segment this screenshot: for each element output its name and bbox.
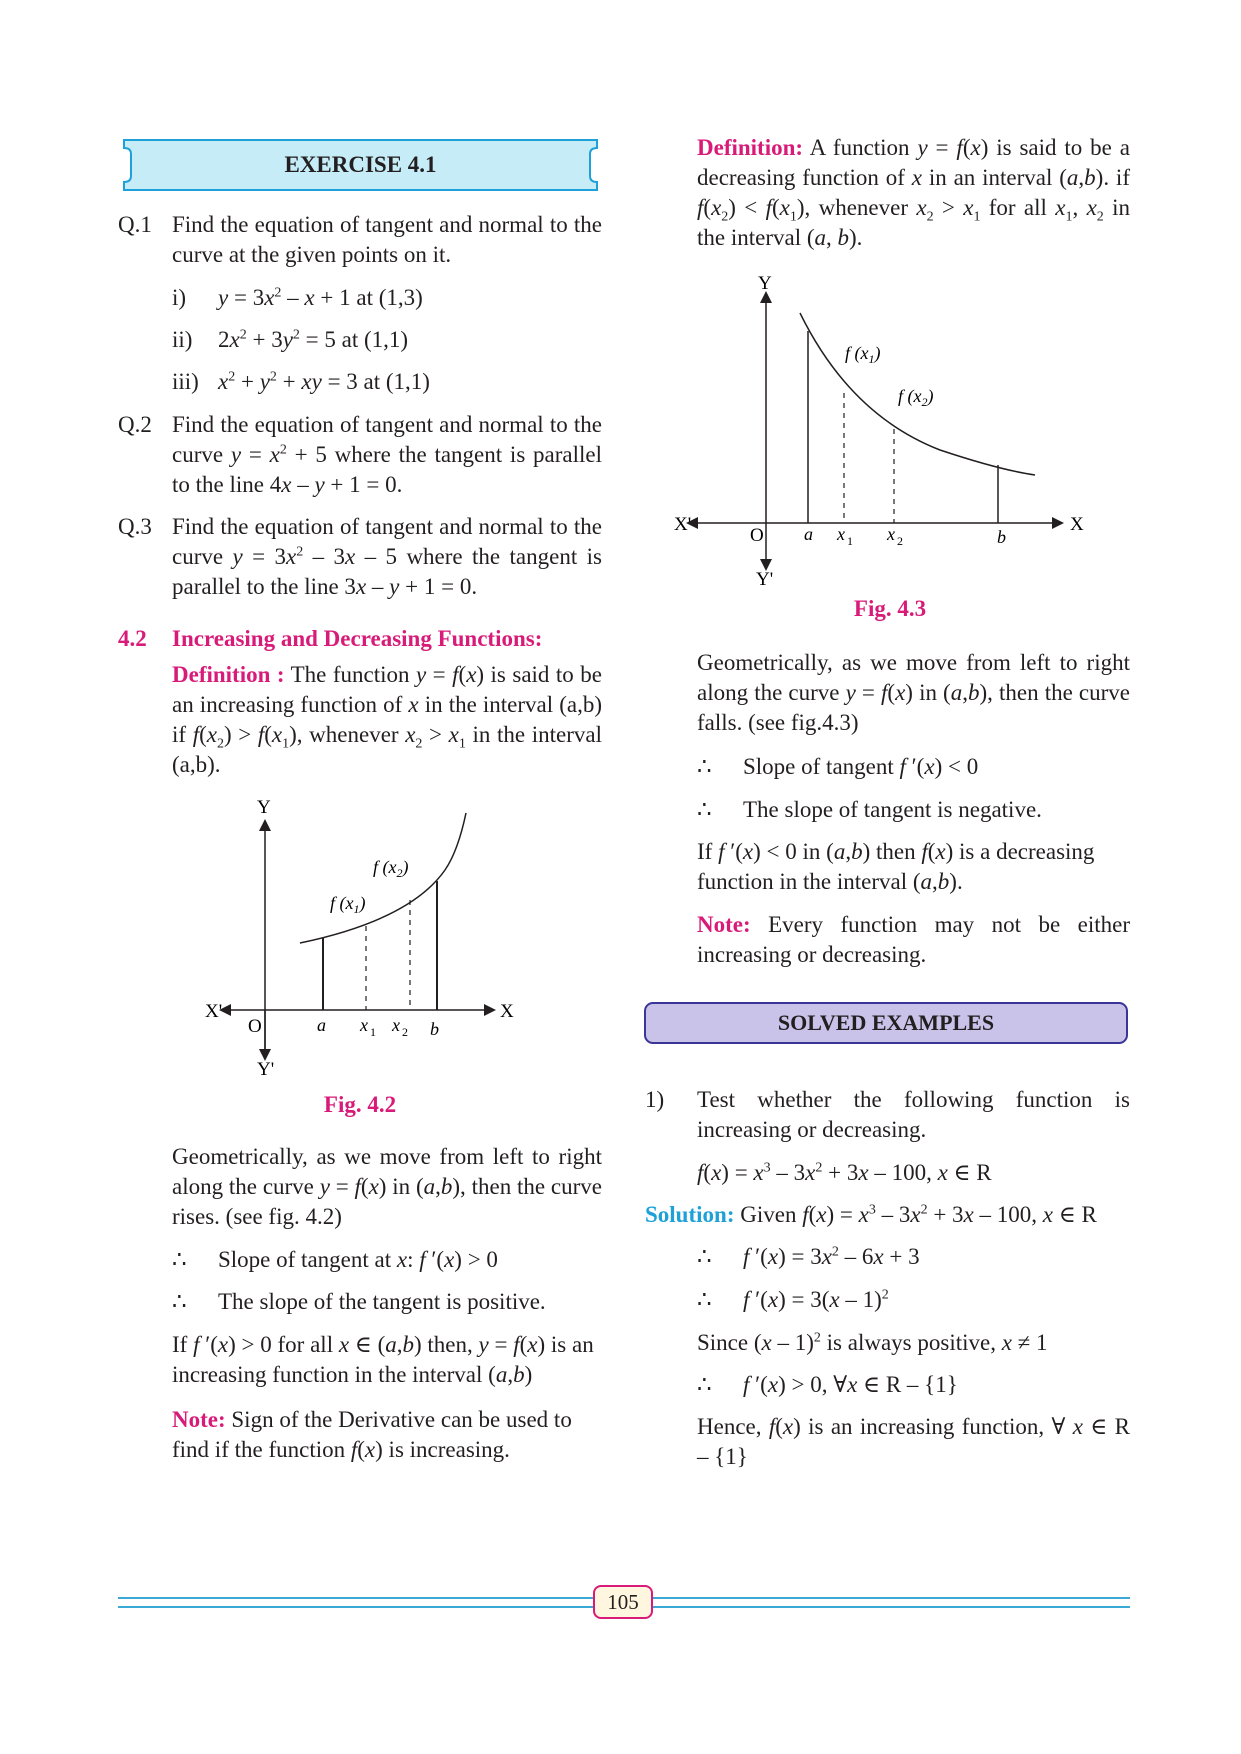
derivative-step-3: ∴ f ′(x) > 0, ∀x ∈ R – {1} <box>697 1370 958 1400</box>
footer-rule-left-bottom <box>118 1606 593 1608</box>
figure-4-3-caption: Fig. 4.3 <box>853 596 927 621</box>
note-right: Note: Every function may not be either increasing or decreasing. <box>697 912 1131 967</box>
example-function: $f(x) = x^3 - 3x^2 + 3x - 100$, x ∈ R <box>697 1160 992 1185</box>
f-x2-label: f $(x_2)$ <box>373 857 409 880</box>
x2-label: x <box>392 1015 400 1035</box>
svg-text:1: 1 <box>847 534 853 548</box>
footer-rule-right-top <box>653 1597 1130 1599</box>
therefore-icon: ∴ <box>697 1244 712 1269</box>
question-number: Q.2 <box>118 412 152 437</box>
therefore-icon: ∴ <box>172 1247 187 1272</box>
f-x1-label: f $(x_1)$ <box>330 893 366 916</box>
section-number: 4.2 <box>118 626 147 651</box>
therefore-icon: ∴ <box>697 754 712 779</box>
y-label: Y <box>758 273 772 294</box>
decreasing-condition: If f ′(x) < 0 in (a,b) then f(x) is a decreasing function in the interval (a,b). <box>697 839 1095 894</box>
definition-label: Definition : <box>172 662 285 687</box>
slope-tangent-positive: ∴ Slope of tangent at x: f ′(x) > 0 <box>172 1245 498 1275</box>
example-text: Test whether the following function is increasing or decreasing. <box>697 1087 1130 1142</box>
derivative-step-2: ∴ f ′(x) = 3(x – 1)$^2$ <box>697 1285 889 1315</box>
example-number: 1) <box>645 1087 665 1112</box>
svg-text:1: 1 <box>370 1025 376 1039</box>
section-title: Increasing and Decreasing Functions: <box>172 626 543 651</box>
figure-4-2-caption: Fig. 4.2 <box>323 1092 397 1117</box>
derivative-step-1: ∴ f $'(x) = 3x^2 - 6x + 3$ <box>697 1242 920 1272</box>
definition-increasing: Definition : The function y = f(x) is said to be an increasing function of x in the interval (a,b) if $f(x_2) > f(x_1)$, whenever $x_2 > x_1$ in the interval (a,b). <box>172 662 603 777</box>
svg-text:2: 2 <box>897 534 903 548</box>
x-label: X <box>1070 514 1084 535</box>
increasing-curve <box>300 813 466 943</box>
therefore-icon: ∴ <box>697 1287 712 1312</box>
definition-decreasing: Definition: A function y = f(x) is said to be a decreasing function of x in an interval (a,b). if $f(x_2) < f(x_1)$, whenever $x_2 > x_1$ for all $x_1$, $x_2$ in the interval (a, b). <box>697 135 1131 250</box>
question-text: Find the equation of tangent and normal to the curve $y = 3x^2 - 3x - 5$ where the tangent is parallel to the line 3x – y + 1 = 0. <box>172 514 602 599</box>
slope-negative-statement: ∴ The slope of tangent is negative. <box>697 795 1042 825</box>
x2-label: x <box>887 524 895 544</box>
solution-label: Solution: <box>645 1202 735 1227</box>
geometric-decreasing: Geometrically, as we move from left to right along the curve y = f(x) in (a,b), then the curve falls. (see fig.4.3) <box>697 650 1130 735</box>
question-text: Find the equation of tangent and normal to the curve at the given points on it. <box>172 212 602 267</box>
question-2 <box>118 410 602 500</box>
therefore-icon: ∴ <box>697 797 712 822</box>
question-3 <box>118 512 602 602</box>
question-1-part-i: i) $y = 3x^2 - x + 1$ at (1,3) <box>172 283 423 313</box>
exercise-banner <box>118 140 603 190</box>
a-label: a <box>317 1015 326 1035</box>
slope-tangent-negative: ∴ Slope of tangent f ′(x) < 0 <box>697 752 978 782</box>
geometric-increasing: Geometrically, as we move from left to right along the curve y = f(x) in (a,b), then the curve rises. (see fig. 4.2) <box>172 1144 602 1229</box>
x-prime-label: X' <box>674 514 692 535</box>
part-label: iii) <box>172 369 199 394</box>
figure-4-2 <box>190 795 530 1085</box>
x-label: X <box>500 1001 514 1022</box>
x-prime-label: X' <box>205 1001 223 1022</box>
conclusion: Hence, f(x) is an increasing function, ∀ x ∈ R – {1} <box>697 1414 1130 1469</box>
y-prime-label: Y' <box>257 1059 275 1080</box>
page-number: 105 <box>593 1585 653 1619</box>
note-label: Note: <box>697 912 751 937</box>
question-number: Q.3 <box>118 514 152 539</box>
y-label: Y <box>257 797 271 818</box>
exercise-title: EXERCISE 4.1 <box>284 152 437 177</box>
solution-line: Solution: Given $f(x) = x^3 - 3x^2 + 3x - 100$, x ∈ R <box>645 1202 1097 1227</box>
positivity-statement: Since (x – 1)$^2$ is always positive, x ≠ 1 <box>697 1330 1048 1355</box>
x1-label: x <box>360 1015 368 1035</box>
question-text: Find the equation of tangent and normal to the curve $y = x^2 + 5$ where the tangent is parallel to the line 4x – y + 1 = 0. <box>172 412 603 497</box>
figure-4-3 <box>674 273 1100 595</box>
svg-text:2: 2 <box>402 1025 408 1039</box>
a-label: a <box>804 524 813 544</box>
f-x1-label: f $(x_1)$ <box>845 343 881 366</box>
b-label: b <box>430 1019 439 1039</box>
therefore-icon: ∴ <box>697 1372 712 1397</box>
origin-label: O <box>750 525 764 546</box>
question-1-part-ii: ii) $2x^2 + 3y^2 = 5$ at (1,1) <box>172 325 408 355</box>
solved-examples-banner: SOLVED EXAMPLES <box>644 1002 1128 1044</box>
b-label: b <box>997 527 1006 547</box>
f-x2-label: f $(x_2)$ <box>898 386 934 409</box>
definition-label: Definition: <box>697 135 804 160</box>
y-prime-label: Y' <box>756 569 774 590</box>
question-number: Q.1 <box>118 212 152 237</box>
question-1 <box>118 210 602 270</box>
part-label: i) <box>172 285 187 310</box>
question-1-part-iii: iii) $x^2 + y^2$ + xy = 3 at (1,1) <box>172 367 430 397</box>
origin-label: O <box>248 1016 262 1037</box>
footer-rule-right-bottom <box>653 1606 1130 1608</box>
note-label: Note: <box>172 1407 226 1432</box>
note-left: Note: Sign of the Derivative can be used to find if the function f(x) is increasing. <box>172 1407 572 1462</box>
footer-rule-left-top <box>118 1597 593 1599</box>
part-label: ii) <box>172 327 193 352</box>
increasing-condition: If f ′(x) > 0 for all x ∈ (a,b) then, y = f(x) is an increasing function in the interval (a,b) <box>172 1332 594 1387</box>
x1-label: x <box>837 524 845 544</box>
therefore-icon: ∴ <box>172 1289 187 1314</box>
slope-positive-statement: ∴ The slope of the tangent is positive. <box>172 1287 546 1317</box>
